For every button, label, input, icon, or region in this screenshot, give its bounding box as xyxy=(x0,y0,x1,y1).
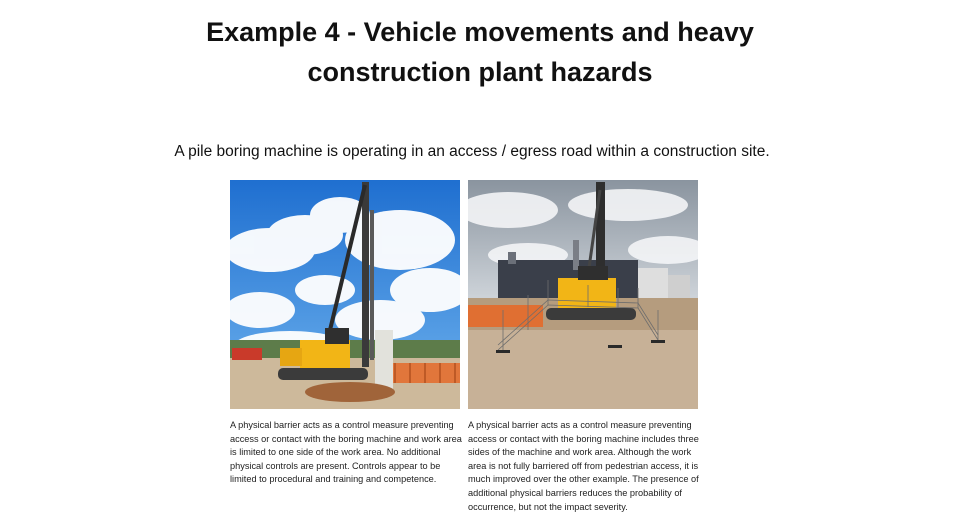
photo-left-piling-rig xyxy=(230,180,460,409)
piling-rig-overcast-image xyxy=(468,180,698,409)
page-title xyxy=(0,12,960,92)
title-line-1: Example 4 - Vehicle movements and heavy xyxy=(206,17,754,47)
piling-rig-blue-sky-image xyxy=(230,180,460,409)
photo-right-piling-rig xyxy=(468,180,698,409)
title-line-2: construction plant hazards xyxy=(307,57,653,87)
caption-right: A physical barrier acts as a control measure preventing access or contact with the boring machine includes three sides of the machine and work area. Although the work area is not fully barriered off from pedestrian access, it is much improved over the other example. The presence of additional physical barriers reduces the probability of occurrence, but not the impact severity. xyxy=(468,420,699,512)
caption-left: A physical barrier acts as a control measure preventing access or contact with the boring machine and work area is limited to one side of the work area. No additional physical controls are present. Controls appear to be limited to procedural and training and competence. xyxy=(230,420,462,485)
intro-text: A pile boring machine is operating in an access / egress road within a construction site. xyxy=(174,143,770,160)
